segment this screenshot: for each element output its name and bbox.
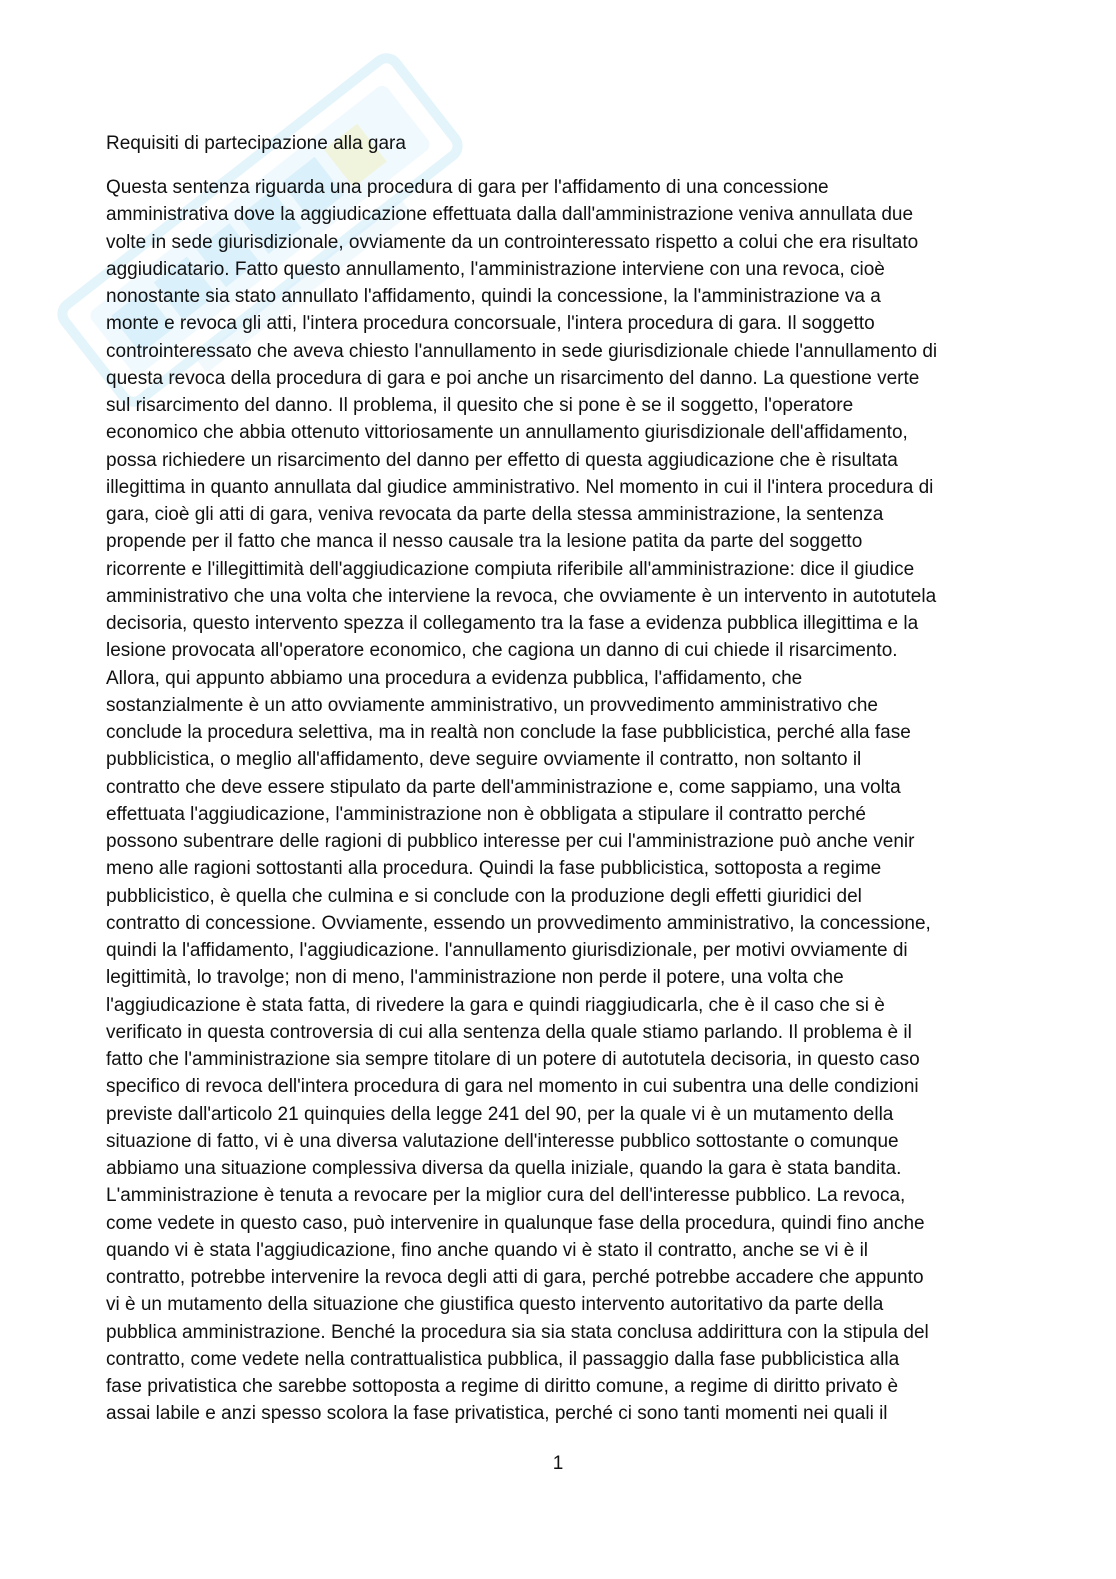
paragraph-line: monte e revoca gli atti, l'intera procedura concorsuale, l'intera procedura di gara. Il soggetto bbox=[106, 313, 875, 335]
paragraph-line: situazione di fatto, vi è una diversa valutazione dell'interesse pubblico sottostante o comunque bbox=[106, 1130, 899, 1152]
paragraph-line: pubblicistica, o meglio all'affidamento, deve seguire ovviamente il contratto, non soltanto il bbox=[106, 749, 862, 771]
paragraph-line: decisoria, questo intervento spezza il collegamento tra la fase a evidenza pubblica illegittima e la bbox=[106, 613, 919, 634]
paragraph-line: contratto, come vedete nella contrattualistica pubblica, il passaggio dalla fase pubblicistica alla bbox=[106, 1348, 900, 1370]
paragraph-line: sostanzialmente è un atto ovviamente amministrativo, un provvedimento amministrativo che bbox=[106, 694, 878, 716]
paragraph-line: Allora, qui appunto abbiamo una procedura a evidenza pubblica, l'affidamento, che bbox=[106, 667, 803, 689]
paragraph-line: volte in sede giurisdizionale, ovviamente da un controinteressato rispetto a colui che era risultato bbox=[106, 231, 919, 253]
paragraph-line: pubblicistico, è quella che culmina e si conclude con la produzione degli effetti giuridici del bbox=[106, 885, 862, 907]
paragraph-line: aggiudicatario. Fatto questo annullamento, l'amministrazione interviene con una revoca, cioè bbox=[106, 258, 885, 280]
paragraph-line: contratto, potrebbe intervenire la revoca degli atti di gara, perché potrebbe accadere che appunto bbox=[106, 1267, 924, 1288]
paragraph-line: specifico di revoca dell'intera procedura di gara nel momento in cui subentra una delle condizioni bbox=[106, 1076, 919, 1098]
paragraph-line: verificato in questa controversia di cui alla sentenza della quale stiamo parlando. Il problema è il bbox=[106, 1021, 912, 1043]
paragraph-line: sul risarcimento del danno. Il problema, il quesito che si pone è se il soggetto, l'operatore bbox=[106, 395, 854, 416]
paragraph-line: quando vi è stata l'aggiudicazione, fino anche quando vi è stato il contratto, anche se vi è il bbox=[106, 1239, 869, 1261]
paragraph-line: Questa sentenza riguarda una procedura di gara per l'affidamento di una concessione bbox=[106, 177, 829, 198]
paragraph-line: nonostante sia stato annullato l'affidamento, quindi la concessione, la l'amministrazione va a bbox=[106, 286, 881, 307]
paragraph-line: abbiamo una situazione complessiva diversa da quella iniziale, quando la gara è stata bandita. bbox=[106, 1158, 902, 1179]
paragraph-line: economico che abbia ottenuto vittoriosamente un annullamento giurisdizionale dell'affidamento, bbox=[106, 422, 908, 444]
paragraph-line: L'amministrazione è tenuta a revocare per la miglior cura del dell'interesse pubblico. La revoca, bbox=[106, 1185, 906, 1207]
paragraph-line: previste dall'articolo 21 quinquies della legge 241 del 90, per la quale vi è un mutamento della bbox=[106, 1103, 894, 1125]
paragraph-line: come vedete in questo caso, può intervenire in qualunque fase della procedura, quindi fino anche bbox=[106, 1212, 925, 1234]
paragraph-line: fatto che l'amministrazione sia sempre titolare di un potere di autotutela decisoria, in questo caso bbox=[106, 1049, 920, 1070]
paragraph-line: questa revoca della procedura di gara e poi anche un risarcimento del danno. La questione verte bbox=[106, 367, 920, 389]
paragraph-line: ricorrente e l'illegittimità dell'aggiudicazione compiuta riferibile all'amministrazione: dice il giudice bbox=[106, 558, 915, 580]
page-number: 1 bbox=[552, 1453, 564, 1474]
paragraph-line: illegittima in quanto annullata dal giudice amministrativo. Nel momento in cui il l'intera procedura di bbox=[106, 476, 934, 498]
paragraph-line: amministrativa dove la aggiudicazione effettuata dalla dall'amministrazione veniva annullata due bbox=[106, 204, 914, 226]
paragraph-line: assai labile e anzi spesso scolora la fase privatistica, perché ci sono tanti momenti nei quali il bbox=[106, 1403, 888, 1425]
paragraph-line: l'aggiudicazione è stata fatta, di rivedere la gara e quindi riaggiudicarla, che è il caso che si è bbox=[106, 994, 885, 1016]
paragraph-line: controinteressato che aveva chiesto l'annullamento in sede giurisdizionale chiede l'annullamento di bbox=[106, 340, 938, 362]
paragraph-line: meno alle ragioni sottostanti alla procedura. Quindi la fase pubblicistica, sottoposta a regime bbox=[106, 858, 882, 880]
paragraph-line: pubblica amministrazione. Benché la procedura sia sia stata conclusa addirittura con la stipula del bbox=[106, 1321, 929, 1343]
paragraph-line: fase privatistica che sarebbe sottoposta a regime di diritto comune, a regime di diritto privato è bbox=[106, 1376, 899, 1397]
paragraph-line: contratto di concessione. Ovviamente, essendo un provvedimento amministrativo, la concessione, bbox=[106, 912, 931, 934]
paragraph-line: possa richiedere un risarcimento del danno per effetto di questa aggiudicazione che è risultata bbox=[106, 449, 898, 471]
paragraph-line: propende per il fatto che manca il nesso causale tra la lesione patita da parte del soggetto bbox=[106, 531, 863, 553]
paragraph-line: conclude la procedura selettiva, ma in realtà non conclude la fase pubblicistica, perché alla fase bbox=[106, 722, 911, 743]
paragraph-line: possono subentrare delle ragioni di pubblico interesse per cui l'amministrazione può anche venir bbox=[106, 831, 915, 852]
paragraph-line: amministrativo che una volta che interviene la revoca, che ovviamente è un intervento in autotutela bbox=[106, 585, 937, 607]
document-title: Requisiti di partecipazione alla gara bbox=[106, 133, 406, 154]
paragraph-line: gara, cioè gli atti di gara, veniva revocata da parte della stessa amministrazione, la sentenza bbox=[106, 504, 884, 525]
document-body bbox=[106, 174, 1016, 1428]
paragraph-line: effettuata l'aggiudicazione, l'amministrazione non è obbligata a stipulare il contratto perché bbox=[106, 803, 866, 825]
paragraph-line: lesione provocata all'operatore economico, che cagiona un danno di cui chiede il risarcimento. bbox=[106, 640, 898, 662]
paragraph-line: vi è un mutamento della situazione che giustifica questo intervento autoritativo da parte della bbox=[106, 1294, 884, 1316]
paragraph-line: quindi la l'affidamento, l'aggiudicazione. l'annullamento giurisdizionale, per motivi ovviamente di bbox=[106, 940, 908, 961]
paragraph-line: contratto che deve essere stipulato da parte dell'amministrazione e, come sappiamo, una volta bbox=[106, 776, 901, 798]
paragraph-line: legittimità, lo travolge; non di meno, l'amministrazione non perde il potere, una volta che bbox=[106, 967, 844, 989]
